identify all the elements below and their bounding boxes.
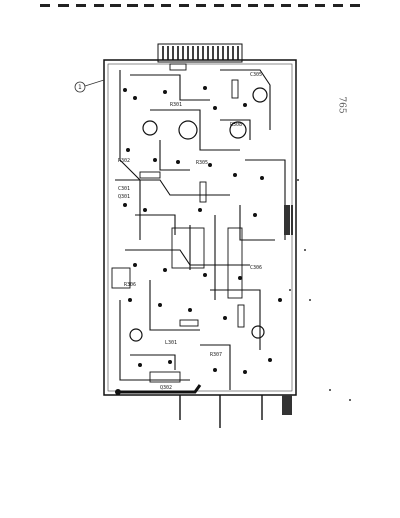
component-label: Q301 [118,194,131,200]
component-label: C305 [250,72,263,78]
scan-noise [282,179,351,415]
component-label: C306 [250,265,263,271]
component-label: Q302 [160,385,173,391]
component-label: R305 [196,160,209,166]
component-label: R301 [170,102,183,108]
callout-number: 1 [78,84,82,91]
component-label: R306 [124,282,137,288]
component-label: C301 [118,186,131,192]
component-label: R302 [118,158,131,164]
callout-leader [85,80,104,86]
ground-trace [118,385,200,392]
component-label: R308 [230,122,243,128]
side-note: 765 [336,96,347,114]
traces [115,70,285,390]
component-bodies [112,64,244,382]
component-label: R307 [210,352,223,358]
pads [123,86,282,374]
component-label: L301 [165,340,178,346]
output-leads [180,395,262,428]
